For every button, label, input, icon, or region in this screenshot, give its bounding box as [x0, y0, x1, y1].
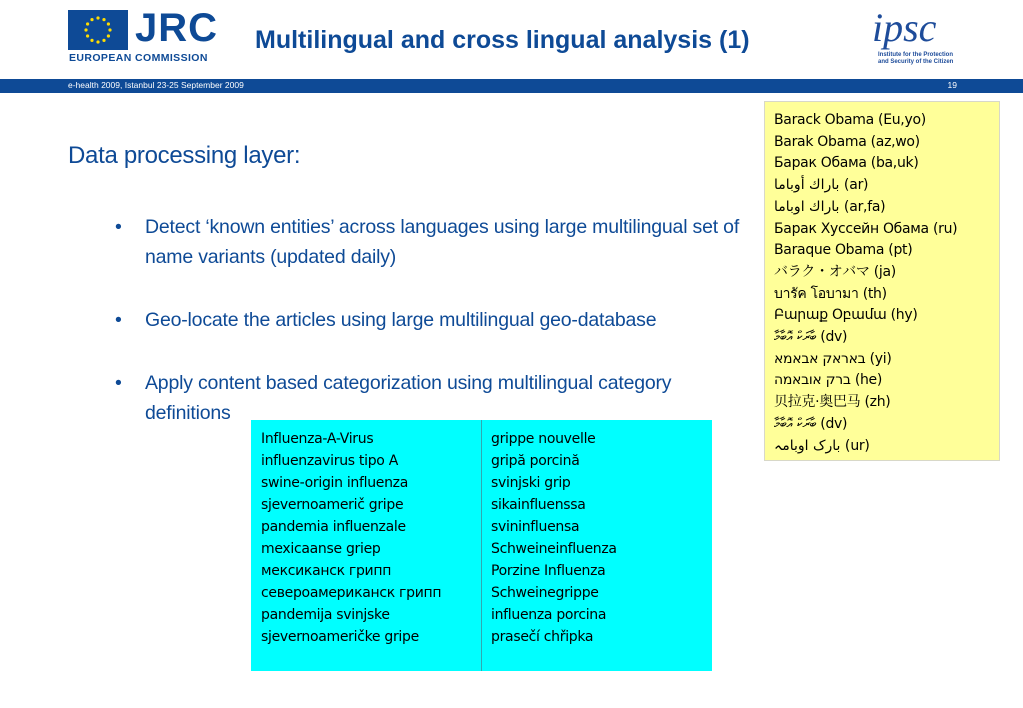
bullet-icon: •	[115, 216, 122, 238]
bullet-icon: •	[115, 309, 122, 331]
flu-term: sjevernoamerič gripe	[261, 497, 404, 513]
commission-label: EUROPEAN COMMISSION	[69, 52, 208, 64]
name-variant: Barak Obama (az,wo)	[774, 133, 920, 150]
header	[0, 0, 1023, 78]
name-variant: باراك اوباما (ar,fa)	[774, 198, 886, 215]
bullet-item	[115, 368, 755, 428]
flu-terms-column-2	[491, 428, 617, 648]
flu-term: mexicaanse griep	[261, 541, 381, 557]
flu-term: pandemia influenzale	[261, 519, 406, 535]
event-label: e-health 2009, Istanbul 23-25 September 2009	[68, 80, 244, 90]
name-variant: Բարաք Օբամա (hy)	[774, 307, 918, 324]
column-divider	[481, 420, 482, 671]
bullet-icon: •	[115, 372, 122, 394]
name-variant: باراك أوباما (ar)	[774, 177, 869, 194]
name-variant: ބާރަކް އޮބާމާ (dv)	[774, 329, 848, 346]
flu-term: Schweinegrippe	[491, 585, 599, 601]
flu-terms-box	[251, 420, 712, 671]
flu-term: sjevernoameričke gripe	[261, 629, 419, 645]
ipsc-logo-text: ipsc	[872, 5, 937, 50]
flu-term: Influenza-A-Virus	[261, 431, 374, 447]
name-variant: ברק אובאמה (he)	[774, 372, 883, 389]
name-variant: บารัค โอบามา (th)	[774, 285, 887, 302]
ipsc-logo	[872, 6, 962, 72]
name-variant: Барак Обама (ba,uk)	[774, 155, 919, 172]
flu-term: grippe nouvelle	[491, 431, 596, 447]
section-heading: Data processing layer:	[68, 142, 301, 169]
info-bar	[0, 79, 1023, 93]
name-variants-box	[764, 101, 1000, 461]
name-variant: 贝拉克·奥巴马 (zh)	[774, 394, 891, 411]
flu-term: sikainfluenssa	[491, 497, 586, 513]
page-title: Multilingual and cross lingual analysis (1)	[255, 26, 750, 54]
bullet-text: Geo-locate the articles using large multilingual geo-database	[145, 309, 657, 331]
name-variant: Барак Хуссейн Обама (ru)	[774, 220, 958, 237]
flu-terms-column-1	[261, 428, 441, 648]
flu-term: Schweineinfluenza	[491, 541, 617, 557]
flu-term: pandemija svinjske	[261, 607, 390, 623]
flu-term: influenza porcina	[491, 607, 607, 623]
flu-term: influenzavirus tipo A	[261, 453, 398, 469]
ipsc-caption: Institute for the Protection and Security of the Citizen	[878, 52, 954, 65]
name-variant: Barack Obama (Eu,yo)	[774, 112, 926, 128]
flu-term: gripă porcină	[491, 453, 580, 469]
jrc-logo-text: JRC	[135, 6, 219, 50]
bullet-text: Apply content based categorization using multilingual category definitions	[145, 372, 672, 424]
flu-term: североамериканск грипп	[261, 585, 442, 601]
flu-term: svinjski grip	[491, 475, 571, 491]
bullet-text: Detect ‘known entities’ across languages using large multilingual set of name variants (updated daily)	[145, 216, 740, 268]
bullet-item	[115, 305, 755, 335]
flu-term: мексиканск грипп	[261, 563, 392, 579]
page-number: 19	[947, 80, 957, 90]
name-variant: バラク・オバマ (ja)	[774, 263, 896, 280]
flu-term: svininfluensa	[491, 519, 580, 535]
name-variant: באראק אבאמא (yi)	[774, 350, 892, 367]
bullet-item	[115, 212, 755, 272]
flu-term: swine-origin influenza	[261, 475, 409, 491]
eu-flag-icon	[68, 10, 128, 50]
name-variant: ބާރަކް އޮބާމާ (dv)	[774, 415, 848, 432]
name-variant: بارک اوبامہ (ur)	[774, 437, 870, 454]
flu-term: prasečí chřipka	[491, 629, 594, 645]
flu-term: Porzine Influenza	[491, 563, 606, 579]
name-variant: Baraque Obama (pt)	[774, 242, 913, 259]
